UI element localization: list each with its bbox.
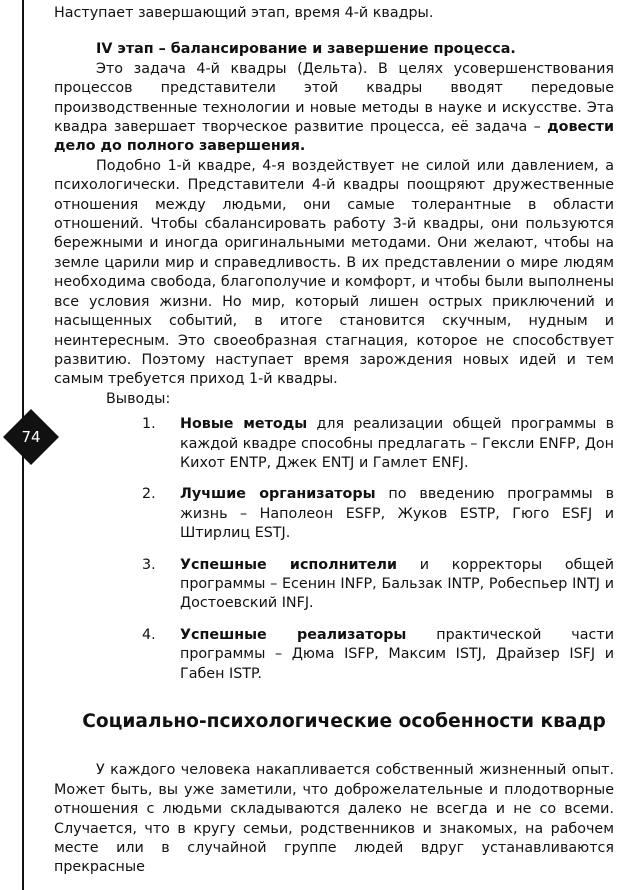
stage-paragraph-1 (54, 60, 614, 157)
conclusions-label: Выводы: (106, 390, 171, 407)
list-item-title: Успешные исполнители (180, 556, 397, 573)
section-heading: Социально-психологические особенности квадр (82, 711, 606, 732)
list-item-marker: 2. (142, 486, 156, 503)
page-number-badge (2, 408, 60, 466)
list-item-text: практической части программы – Дюма ISFP, Максим ISTJ, Драйзер ISFJ и Габен ISTP. (180, 626, 614, 682)
list-item (54, 485, 614, 543)
page-number: 74 (21, 428, 41, 446)
list-item-marker: 1. (142, 416, 156, 433)
list-item-marker: 3. (142, 556, 156, 573)
page-content (54, 4, 614, 878)
list-item (54, 556, 614, 614)
stage-paragraph-1-text: Это задача 4-й квадры (Дельта). В целях усовершенствования процессов представители этой квадры вводят передовые производственные технологии и новые методы в науке и искусстве. Эта квадра завершает творческое развитие процесса, её задача – (54, 60, 614, 136)
list-item-title: Новые методы (180, 416, 308, 433)
list-item (54, 626, 614, 684)
list-item-text: для реализации общей программы в каждой квадре способны предлагать – Гексли ENFP, Дон Кихот ENTP, Джек ENTJ и Гамлет ENFJ. (180, 416, 614, 471)
stage-paragraph-2: Подобно 1-й квадре, 4-я воздействует не силой или давлением, а психологически. Представители 4-й квадры поощряют дружественные отношения между людьми, они самые толерантные в области отношений. Чтобы сбалансировать работу 3-й квадры, они пользуются бережными и иногда оригинальными методами. Они желают, чтобы на земле царили мир и справедливость. В их представлении о мире людям необходима свобода, благополучие и комфорт, и чтобы были выполнены все условия жизни. Но мир, который лишен острых приключений и насыщенных событий, в итоге становится скучным, нудным и неинтересным. Это своеобразная стагнация, которое не способствует развитию. Поэтому наступает время зарождения новых идей и тем самым требуется приход 1-й квадры. (54, 157, 614, 388)
stage-paragraph-1-emphasis: довести дело до полного завершения. (54, 119, 614, 155)
section-paragraph: У каждого человека накапливается собственный жизненный опыт. Может быть, вы уже заметили, что доброжелательные и плодотворные отношения с людьми складываются далеко не всегда и не со всеми. Случается, что в кругу семьи, родственников и знакомых, на рабочем месте или в случайной группе людей вдруг устанавливаются прекрасные (54, 762, 614, 876)
list-item-marker: 4. (142, 626, 156, 643)
list-item (54, 415, 614, 473)
conclusions-list (54, 415, 614, 684)
list-item-title: Успешные реализаторы (180, 626, 407, 643)
intro-line: Наступает завершающий этап, время 4-й квадры. (54, 5, 434, 21)
list-item-text: и корректоры общей программы – Есенин INFP, Бальзак INTP, Робеспьер INTJ и Достоевский INFJ. (180, 556, 614, 612)
stage-heading: IV этап – балансирование и завершение процесса. (96, 41, 516, 58)
list-item-text: по введению программы в жизнь – Наполеон ESFP, Жуков ESTP, Гюго ESFJ и Штирлиц ESTJ. (180, 486, 614, 542)
list-item-title: Лучшие организаторы (180, 486, 376, 503)
